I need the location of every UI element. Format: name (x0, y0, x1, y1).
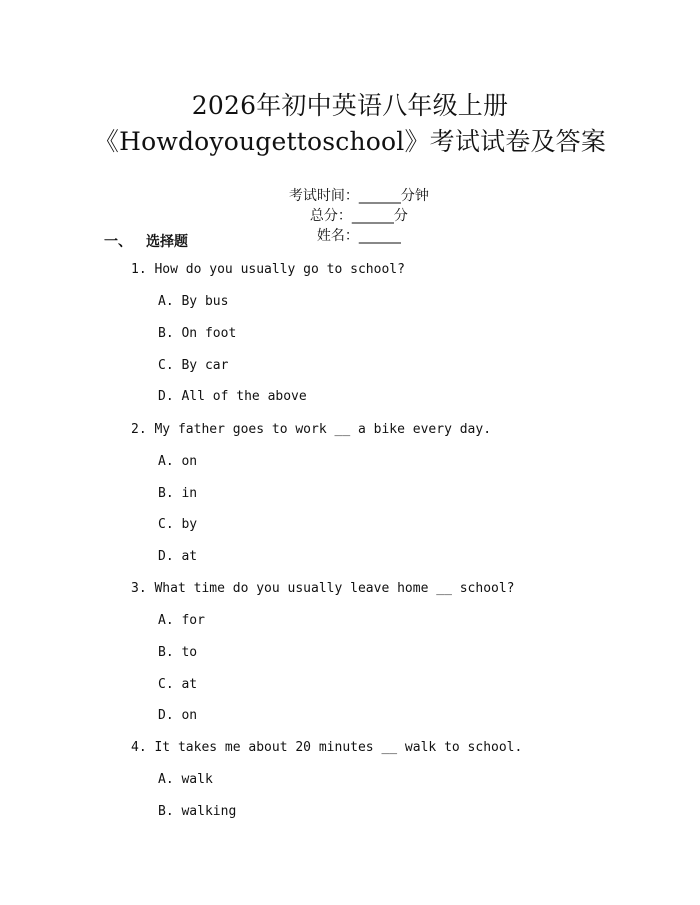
question-3-option-c: C. at (158, 677, 198, 692)
question-1-option-a: A. By bus (158, 294, 229, 309)
question-2-option-a: A. on (158, 454, 198, 469)
exam-time-field: 考试时间：______分钟 (288, 188, 429, 204)
student-name-field: 姓名：______ (316, 228, 401, 244)
question-3-option-d: D. on (158, 708, 198, 723)
question-4-option-b: B. walking (158, 804, 237, 819)
exam-title-line-2: 《Howdoyougettoschool》考试试卷及答案 (93, 127, 607, 156)
section-title: 选择题 (146, 234, 188, 250)
section-number: 一、 (104, 234, 132, 250)
question-2-option-c: C. by (158, 517, 198, 532)
question-3-option-a: A. for (158, 613, 205, 628)
question-2-option-b: B. in (158, 486, 198, 501)
exam-title-line-1: 2026年初中英语八年级上册 (191, 91, 509, 120)
question-4-option-a: A. walk (158, 772, 213, 787)
question-1: 1. How do you usually go to school? (131, 262, 405, 277)
question-3: 3. What time do you usually leave home __ school? (131, 581, 515, 596)
question-3-option-b: B. to (158, 645, 198, 660)
total-score-field: 总分：______分 (309, 208, 408, 224)
question-2: 2. My father goes to work __ a bike every day. (131, 422, 492, 437)
question-1-option-c: C. By car (158, 358, 229, 373)
question-4: 4. It takes me about 20 minutes __ walk to school. (131, 740, 523, 755)
question-1-option-b: B. On foot (158, 326, 237, 341)
section-heading (104, 231, 188, 251)
question-2-option-d: D. at (158, 549, 198, 564)
question-1-option-d: D. All of the above (158, 389, 307, 404)
